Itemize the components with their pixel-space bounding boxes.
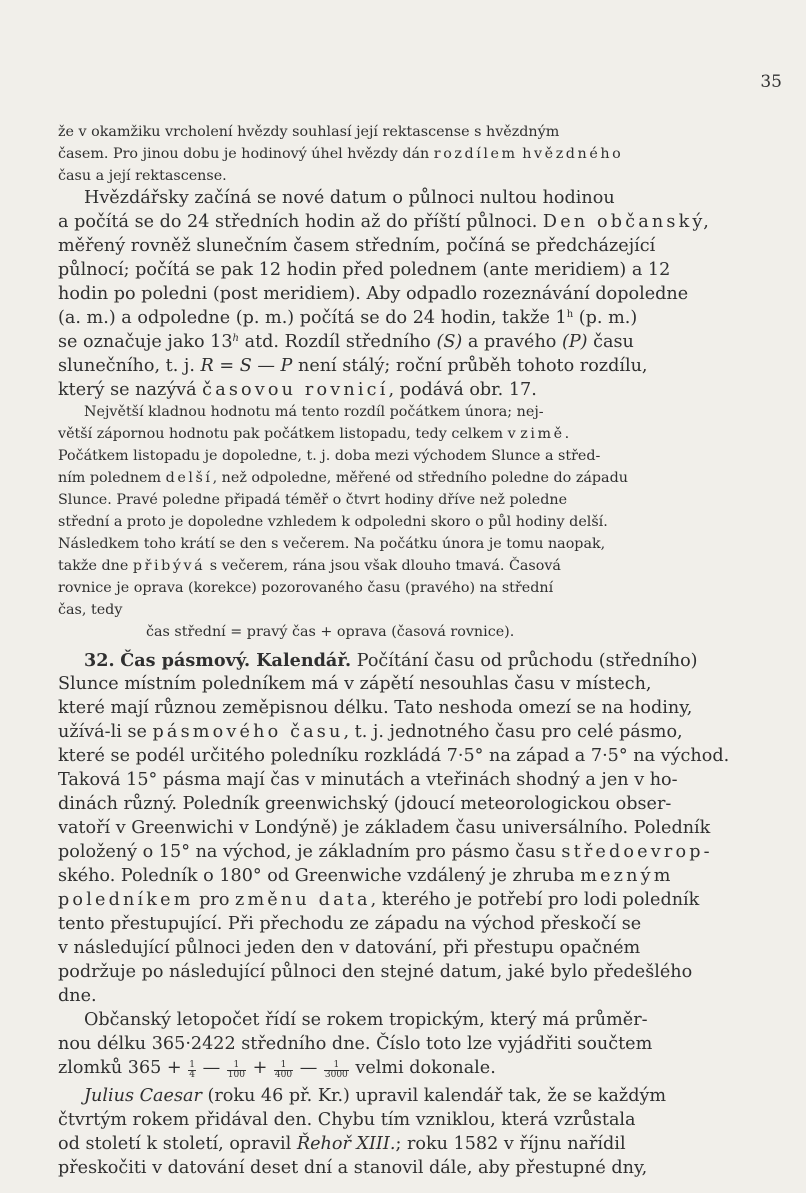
- text-line: Slunce. Pravé poledne připadá téměř o čtvrt hodiny dříve než poledne: [58, 492, 568, 508]
- text-line: Julius Caesar (roku 46 př. Kr.) upravil kalendář tak, že se každým: [84, 1086, 667, 1106]
- text-line: hodin po poledni (post meridiem). Aby odpadlo rozeznávání dopoledne: [58, 284, 689, 304]
- text-line: větší zápornou hodnotu pak počátkem listopadu, tedy celkem v zimě.: [58, 426, 572, 442]
- text-line: dne.: [58, 986, 97, 1006]
- text-line: Občanský letopočet řídí se rokem tropickým, který má průměr-: [84, 1010, 648, 1030]
- text-line: měřený rovněž slunečním časem středním, počíná se předcházející: [58, 236, 656, 256]
- text-line: střední a proto je dopoledne vzhledem k odpoledni skoro o půl hodiny delší.: [58, 514, 608, 530]
- text-line: které mají různou zeměpisnou délku. Tato neshoda omezí se na hodiny,: [58, 698, 693, 718]
- text-line: Taková 15° pásma mají čas v minutách a vteřinách shodný a jen v ho-: [58, 770, 678, 790]
- text-line: Následkem toho krátí se den s večerem. Na počátku února je tomu naopak,: [58, 536, 606, 552]
- fraction: $\frac{1}{100}$: [227, 1060, 245, 1080]
- text-line: vatoří v Greenwichi v Londýně) je základem času universálního. Poledník: [58, 818, 711, 838]
- text-line: že v okamžiku vrcholení hvězdy souhlasí její rektascense s hvězdným: [58, 124, 560, 140]
- text-line: nou délku 365·2422 středního dne. Číslo toto lze vyjádřiti součtem: [58, 1034, 653, 1054]
- page-number: 35: [760, 72, 782, 92]
- text-line: (a. m.) a odpoledne (p. m.) počítá se do 24 hodin, takže 1$^h$ (p. m.): [58, 308, 638, 328]
- text-line: Počátkem listopadu je dopoledne, t. j. doba mezi východem Slunce a střed-: [58, 448, 601, 464]
- text-line: přeskočiti v datování deset dní a stanovil dále, aby přestupné dny,: [58, 1158, 648, 1178]
- text-line: Hvězdářsky začíná se nové datum o půlnoci nultou hodinou: [84, 188, 615, 208]
- text-line: položený o 15° na východ, je základním pro pásmo času středoevrop-: [58, 842, 713, 862]
- text-line: slunečního, t. j. R = S — P není stálý; roční průběh tohoto rozdílu,: [58, 356, 648, 376]
- text-line: který se nazývá časovou rovnicí, podává obr. 17.: [58, 380, 537, 400]
- text-line: poledníkem pro změnu data, kterého je potřebí pro lodi poledník: [58, 890, 700, 910]
- text-line: a počítá se do 24 středních hodin až do příští půlnoci. Den občanský,: [58, 212, 712, 232]
- text-line: ním polednem delší, než odpoledne, měřené od středního poledne do západu: [58, 470, 628, 486]
- text-line: časem. Pro jinou dobu je hodinový úhel hvězdy dán rozdílem hvězdného: [58, 146, 624, 162]
- text-line: čas, tedy: [58, 602, 123, 618]
- equation-line: čas střední = pravý čas + oprava (časová rovnice).: [146, 624, 515, 640]
- text-line: ského. Poledník o 180° od Greenwiche vzdálený je zhruba mezným: [58, 866, 674, 886]
- text-line: které se podél určitého poledníku rozkládá 7·5° na západ a 7·5° na východ.: [58, 746, 730, 766]
- text-line: času a její rektascense.: [58, 168, 227, 184]
- text-line: v následující půlnoci jeden den v datování, při přestupu opačném: [58, 938, 641, 958]
- text-line: dinách různý. Poledník greenwichský (jdoucí meteorologickou obser-: [58, 794, 672, 814]
- text-line: půlnocí; počítá se pak 12 hodin před polednem (ante meridiem) a 12: [58, 260, 671, 280]
- text-line: tento přestupující. Při přechodu ze západu na východ přeskočí se: [58, 914, 642, 934]
- fraction: $\frac{1}{3000}$: [324, 1060, 348, 1080]
- text-line: rovnice je oprava (korekce) pozorovaného času (pravého) na střední: [58, 580, 554, 596]
- text-line: podržuje po následující půlnoci den stejné datum, jaké bylo předešlého: [58, 962, 693, 982]
- text-line: Největší kladnou hodnotu má tento rozdíl počátkem února; nej-: [84, 404, 544, 420]
- text-line: takže dne přibývá s večerem, rána jsou však dlouho tmavá. Časová: [58, 558, 561, 574]
- text-line: od století k století, opravil Řehoř XIII.; roku 1582 v říjnu nařídil: [58, 1134, 626, 1154]
- fraction: $\frac{1}{400}$: [274, 1060, 293, 1080]
- text-line: čtvrtým rokem přidával den. Chybu tím vzniklou, která vzrůstala: [58, 1110, 636, 1130]
- text-line: Slunce místním poledníkem má v zápětí nesouhlas času v místech,: [58, 674, 652, 694]
- text-line: užívá-li se pásmového času, t. j. jednotného času pro celé pásmo,: [58, 722, 683, 742]
- fraction: $\frac{1}{4}$: [189, 1060, 195, 1080]
- section-heading: 32. Čas pásmový. Kalendář. Počítání času od průchodu (středního): [84, 650, 698, 671]
- text-line: se označuje jako 13$^h$ atd. Rozdíl středního (S) a pravého (P) času: [58, 332, 634, 352]
- formula-line: zlomků 365 + $\frac{1}{4}$ — $\frac{1}{100}$ + $\frac{1}{400}$ — $\frac{1}{3000}$ velmi dokonale.: [58, 1058, 496, 1080]
